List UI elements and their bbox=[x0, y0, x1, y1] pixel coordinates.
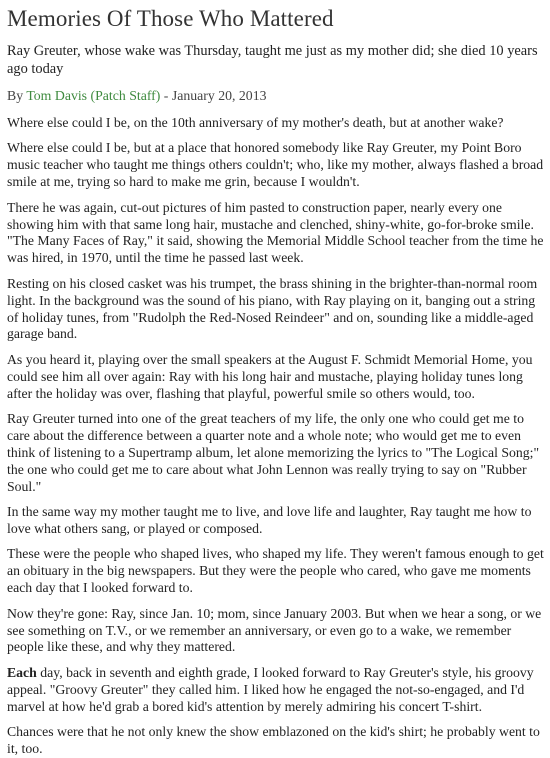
body-paragraph: Now they're gone: Ray, since Jan. 10; mom, since January 2003. But when we hear a song, or we see something on T.V., or we remember an anniversary, or even go to a wake, we remember people like these, and why they mattered. bbox=[7, 605, 542, 655]
article bbox=[0, 5, 550, 758]
byline-prefix: By bbox=[7, 88, 27, 103]
body-paragraph: Resting on his closed casket was his trumpet, the brass shining in the brighter-than-normal room light. In the background was the sound of his piano, with Ray playing on it, banging out a string of holiday tunes, from "Rudolph the Red-Nosed Reindeer" and on, sounding like a middle-aged garage band. bbox=[7, 275, 538, 342]
bold-paragraph-rest: day, back in seventh and eighth grade, I looked forward to Ray Greuter's style, his groovy appeal. "Groovy Greuter" they called him. I liked how he engaged the not-so-engaged, and I'd marvel at how he'd grab a bored kid's attention by merely admiring his concert T-shirt. bbox=[7, 664, 534, 714]
byline bbox=[7, 87, 546, 104]
body-paragraph: Where else could I be, but at a place that honored somebody like Ray Greuter, my Point Boro music teacher who taught me things others couldn't; who, like my mother, always flashed a broad smile at me, trying so hard to make me grin, because I wouldn't. bbox=[7, 140, 544, 190]
article-subtitle: Ray Greuter, whose wake was Thursday, taught me just as my mother did; she died 10 years ago today bbox=[7, 43, 538, 77]
body-paragraph: Ray Greuter turned into one of the great teachers of my life, the only one who could get me to care about the difference between a quarter note and a whole note; who would get me to even think of listening to a Supertramp album, let alone memorizing the lyrics to "The Logical Song;" the one who could get me to care about what John Lennon was really trying to say on "Rubber Soul." bbox=[7, 411, 540, 494]
publish-date: January 20, 2013 bbox=[171, 88, 267, 103]
author-link[interactable]: Tom Davis (Patch Staff) bbox=[26, 88, 161, 103]
body-paragraph-bold-lead bbox=[7, 665, 546, 716]
closing-paragraph: Chances were that he not only knew the show emblazoned on the kid's shirt; he probably went to it, too. bbox=[7, 724, 540, 756]
byline-separator: - bbox=[160, 88, 172, 103]
bold-lead-word: Each bbox=[7, 664, 37, 680]
body-paragraph: In the same way my mother taught me to live, and love life and laughter, Ray taught me how to love what others sang, or played or composed. bbox=[7, 504, 532, 537]
body-paragraph: As you heard it, playing over the small speakers at the August F. Schmidt Memorial Home, you could see him all over again: Ray with his long hair and mustache, playing holiday tunes long after the holiday was over, flashing that playful, powerful smile so others would, too. bbox=[7, 351, 533, 401]
article-title: Memories Of Those Who Mattered bbox=[7, 6, 334, 31]
body-paragraph: There he was again, cut-out pictures of him pasted to construction paper, nearly every one showing him with that same long hair, mustache and clenched, shiny-white, go-for-broke smile. "The Many Faces of Ray," it said, showing the Memorial Middle School teacher from the time he was hired, in 1970, until the time he passed last week. bbox=[7, 199, 544, 266]
body-paragraph: Where else could I be, on the 10th anniversary of my mother's death, but at another wake? bbox=[7, 115, 504, 130]
body-paragraph: These were the people who shaped lives, who shaped my life. They weren't famous enough to get an obituary in the big newspapers. But they were the people who cared, who gave me moments each day that I looked forward to. bbox=[7, 546, 544, 596]
article-body bbox=[7, 115, 546, 758]
